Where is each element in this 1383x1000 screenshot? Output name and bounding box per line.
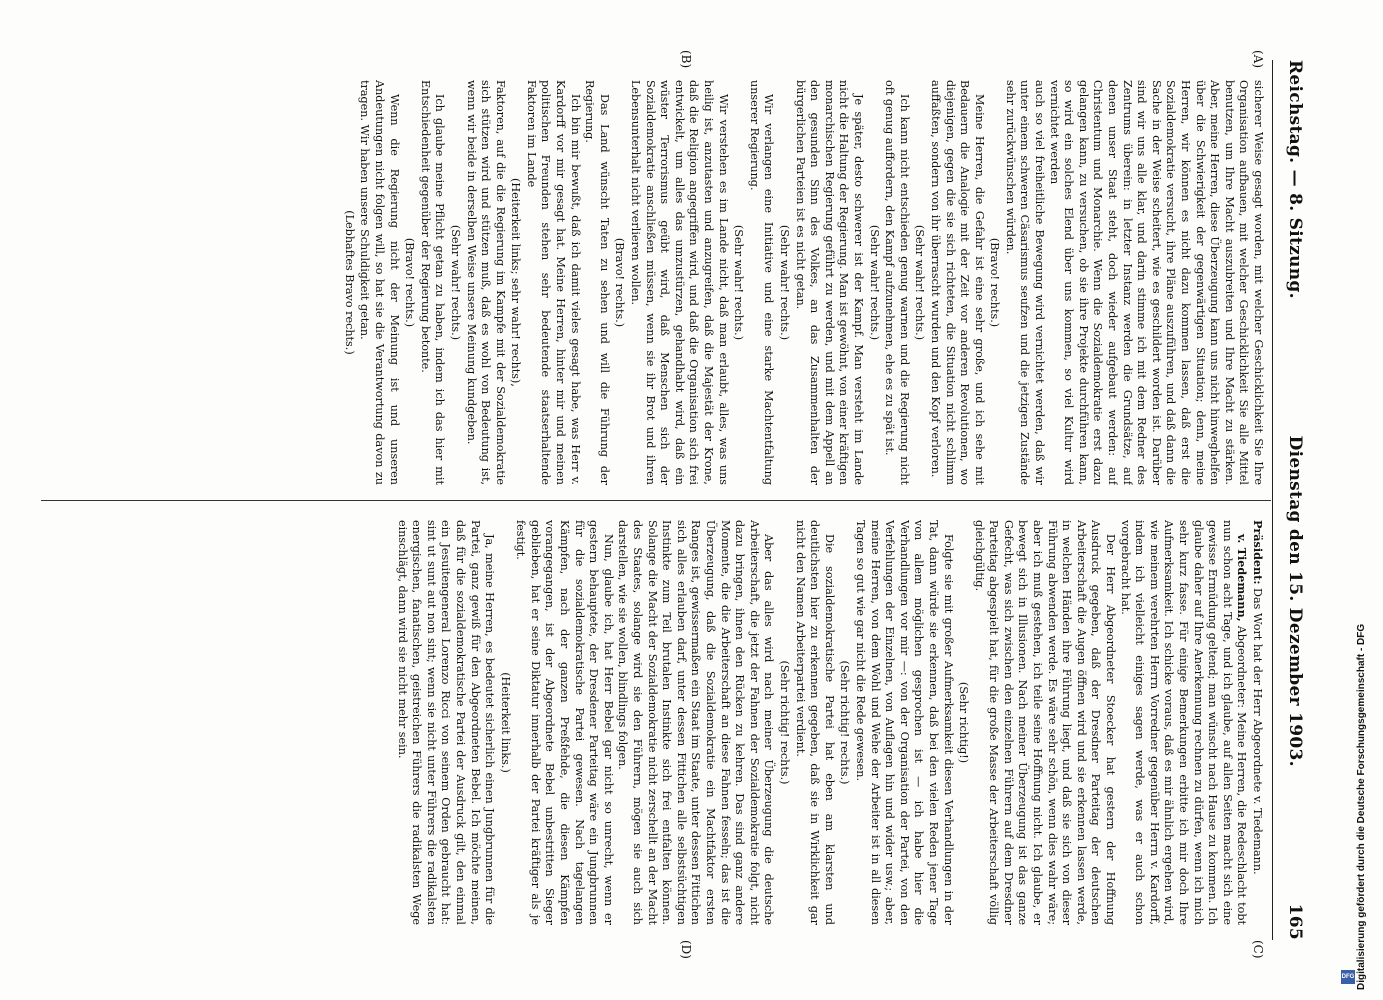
paragraph-text: (Bravo! rechts.) [613,237,627,328]
interjection [776,520,791,925]
paragraph-text: Je später, desto schwerer ist der Kampf. Man versteht im Lande nicht die Haltung der Regierung. Man ist gewöhnt, von einer kräftigen monarchischen Regierung geführt zu werden, und mit dem Appell an den gesunden Sinn des Volkes, an das Zusammenhalten der bürgerlichen Parteien ist es nicht getan. [793,80,865,485]
margin-marker-d: (D) [679,940,693,959]
interjection [447,80,462,485]
interjection [508,80,523,485]
paragraph-text: Nun, glaube ich, hat Herr Bebel gar nicht so unrecht, wenn er gestern behauptete, der Dresdener Parteitag wäre ein Jungbrunnen für die sozialdemokratische Partei gewesen. Nach tagelangen Kämpfen, nach der ganzen Preßfehde, die diesen Kämpfen vorangegangen, ist der Abgeordnete Bebel unbestritten Sieger geblieben, hat er seine Diktatur innerhalb der Partei kräftiger als je festigt. [514,520,615,925]
paragraph [1002,80,1046,485]
paragraph [394,520,496,925]
interjection [776,80,791,485]
funding-note-text: Digitalisierung gefördert durch die Deutsche Forschungsgemeinschaft - DFG [1356,623,1367,990]
paragraph-text: (Sehr wahr! rechts.) [732,224,746,341]
paragraph [417,80,446,485]
interjection [837,520,852,925]
interjection [987,80,1002,485]
margin-marker-b: (B) [679,50,693,69]
paragraph-text: Meine Herren, die Gefahr ist eine sehr große, und ich sehe mit Bedauern die Analogie mit der Zeit vor anderen Revolutionen, wo diejenigen, gegen die sie sich richteten, die Situation nicht schlimm auffaßten, sondern von ihr überrascht wurden und den Kopf verloren. [928,80,986,485]
interjection [341,80,356,485]
paragraph-text: (Sehr wahr! rechts.) [913,224,927,341]
paragraph-text: Ich kann nicht entschieden genug warnen und die Regierung nicht oft genug auffordern, den Kampf aufzunehmen, ehe es zu spät ist. [883,80,911,485]
paragraph-text: (Heiterkeit links.) [498,672,512,773]
paragraph [746,80,775,485]
paragraph-text: (Bravo! rechts.) [403,237,417,328]
paragraph [615,520,776,925]
paragraph-text: Die sozialdemokratische Partei hat eben am klarsten und deutlichsten hier zu erkennen gegeben, daß sie in Wirklichkeit gar nicht den Namen Arbeiterpartei verdient. [793,520,836,925]
paragraph [927,80,985,485]
interjection [956,520,971,925]
paragraph [463,80,507,485]
paragraph-text: Faktoren, auf die die Regierung im Kampfe mit der Sozialdemokratie sich stützen wird und stützen muß, daß es wohl von Bedeutung ist, wenn wir beide in derselben Weise unsere Meinung kundgeben. [464,80,507,485]
right-column [85,520,1265,925]
interjection [402,80,417,485]
paragraph-text: (Sehr wahr! rechts.) [778,224,791,341]
paragraph-text: (Bravo! rechts.) [988,237,1002,328]
paragraph-text: (Sehr wahr! rechts.) [448,224,462,341]
paragraph-text: Das Land wünscht Taten zu sehen und will die Führung der Regierung. [583,80,611,485]
paragraph-text: Abgeordneter: Meine Herren, die Redeschlacht tobt nun schon acht Tage, und ich glaube, auf allen Seiten macht sich eine gewisse Ermüdung geltend; man wünscht nach Hause zu kommen. Ich glaube daher auf Ihre Anerkennung rechnen zu dürfen, wenn ich mich sehr kurz fasse. Für einige Bemerkungen erbitte ich mir doch Ihre Aufmerksamkeit. Ich schicke voraus, daß es mir ähnlich ergehen wird, wie meinem verehrten Herrn Vorredner gegenüber Herrn v. Kardorff, indem ich vielleicht einiges sagen werde, was er auch schon vorgebracht hat. [1118,520,1249,925]
paragraph-text: Ja, meine Herren, es bedeutet sicherlich einen Jungbrunnen für die Partei, ganz gewiß für den Abgeordneten Bebel. Ich möchte meinen, daß für die sozialdemokratische Partei der Ausdruck gilt, den einmal ein Jesuitengeneral Lorenzo Ricci von seinem Orden gebraucht hat: sint ut sunt aut non sint; wenn sie nicht unter Führers die radikalsten energischen, fanatischen, geistreichen Führers die radikalsten Wege einschlägt, dann wird sie nicht mehr sein. [395,520,497,925]
header-date: Dienstag den 15. Dezember 1903. [1285,435,1305,767]
paragraph-text: Wir verlangen eine Initiative und eine starke Machtentfaltung unserer Regierung. [747,80,776,485]
paragraph-text: Aber das alles wird nach meiner Überzeugung die deutsche Arbeiterschaft, die jetzt der Fahnen der Sozialdemokratie folgt, nicht dazu bringen, ihnen den Rücken zu kehren. Das sind ganz andere Momente, die die Arbeiterschaft an diese Fahnen fesseln; das ist die Überzeugung, daß die Sozialdemokratie ein Machtfaktor ersten Ranges ist, gewissermaßen ein Staat im Staate, unter dessen Fittichen sich alles erlauben darf, unter dessen Fittichen alle selbstsüchtigen Instinkte zum Teil brutalen Instinkte sich frei entfalten können. Solange die Macht der Sozialdemokratie nicht zerschellt an der Macht des Staates, solange wird sie den Führern, mögen sie auch sich darstellen, wie sie wollen, blindlings folgen. [616,520,776,925]
dfg-logo: DFG [1341,970,1355,984]
paragraph [1249,520,1265,925]
paragraph-text: (Sehr richtig! rechts.) [778,660,791,785]
interjection [612,80,627,485]
paragraph [1046,80,1265,485]
paragraph [627,80,729,485]
paragraph [852,520,954,925]
page-number: 165 [1285,903,1305,940]
paragraph-text: Folgte sie mit großer Aufmerksamkeit diesen Verhandlungen in der Tat, dann würde sie erkennen, daß bei den vielen Reden jener Tage von allem möglichen gesprochen ist — ich habe hier die Verhandlungen vor mir —: von der Organisation der Partei, von den Verfehlungen der Einzelnen, von Auflagen hin und wider usw.; aber, meine Herren, von dem Wohl und Wehe der Arbeiter ist in all diesen Tagen so gut wie gar nicht die Rede gewesen. [853,520,955,925]
paragraph [882,80,911,485]
paragraph-text: sicherer Weise gesagt worden, mit welcher Geschicklichkeit Sie Ihre Organisation aufbauen, mit welcher Geschicklichkeit Sie alle Mittel benutzen, um Ihre Macht auszubreiten und Ihre Macht zu stärken. Aber, meine Herren, diese Überzeugung kann uns nicht hinweghelfen über die Schwierigkeit der gegenwärtigen Situation; denn, meine Herren, wir können es nicht dazu kommen lassen, daß erst die Sozialdemokratie versucht, ihre Pläne auszuführen, und daß dann die Sache in der Weise scheitert, wie es geschildert worden ist. Darüber sind wir uns alle klar, und darin stimme ich mit dem Redner des Zentrums überein: in letzter Instanz werden die Grundsätze, auf denen unser Staat steht, doch wieder aufgebaut werden: auf Christentum und Monarchie. Wenn die Sozialdemokratie erst dazu gelangen kann, zu versuchen, ob sie ihre Projekte durchführen kann, so wird ein solches Elend über uns kommen, so viel Kultur wird vernichtet werden [1047,80,1265,485]
running-header [1279,60,1305,940]
paragraph-text: Wir verstehen es im Lande nicht, daß man erlaubt, alles, was uns heilig ist, anzutasten und anzugreifen, daß die Majestät der Krone, daß die Religion angegriffen wird, und daß die Organisation sich frei entwickelt, um alles das umzustürzen, gehandhabt wird, daß ein wüster Terrorismus geübt wird, daß Menschen sich der Sozialdemokratie anschließen müssen, wenn sie ihr Brot und ihren Lebensunterhalt nicht verlieren wollen. [629,80,730,485]
funding-note [1340,10,1367,990]
speaker-name: Präsident: [1251,520,1265,585]
paragraph-text: Ich bin mir bewußt, daß ich damit vieles gesagt habe, was Herr v. Kardorff vor mir gesagt hat. Meine Herren, hinter mir und meinen politischen Freunden stehen sehr bedeutende staatserhaltende Faktoren im Lande [524,80,582,485]
paragraph-text: (Lebhaftes Bravo rechts.) [342,210,356,355]
paragraph [1117,520,1249,925]
paragraph [523,80,581,485]
paragraph [513,520,615,925]
left-column [85,80,1265,485]
interjection [912,80,927,485]
paragraph-text: Der Herr Abgeordneter Stoecker hat gestern der Hoffnung Ausdruck gegeben, daß der Dresdner Parteitag der deutschen Arbeiterschaft die Augen öffnen wird und sie erkennen lassen werde, in welchen Händen ihre Führung liegt, und daß sie sich von dieser Führung abwenden werde. Es wäre sehr schön, wenn dies wahr wäre; aber ich muß gestehen, ich teile seine Hoffnung nicht. Ich glaube, er bewegt sich in Illusionen. Nach meiner Überzeugung ist das ganze Gefecht, was sich zwischen den einzelnen Führern auf dem Dresdner Parteitag abgespielt hat, für die große Masse der Arbeiterschaft völlig gleichgültig. [972,520,1118,925]
speaker-name: v. Tiedemann, [1235,534,1250,622]
paragraph [582,80,611,485]
header-rule [1272,60,1273,940]
margin-marker-a: (A) [1251,50,1265,69]
paragraph-text: (Sehr wahr! rechts.) [867,224,881,341]
column-divider [41,500,1271,501]
paragraph-text: Wenn die Regierung nicht der Meinung ist und unseren Andeutungen nicht folgen will, so hat sie die Verantwortung davon zu tragen. Wir haben unsere Schuldigkeit getan. [358,80,401,485]
interjection [731,80,746,485]
paragraph-text: (Heiterkeit links; sehr wahr! rechts), [509,178,523,387]
paragraph-text: (Sehr richtig!) [957,681,971,764]
paragraph [792,80,865,485]
paragraph [971,520,1117,925]
paragraph-text: auch so viel freiheitliche Bewegung wird vernichtet werden, daß wir unter einem schweren Cäsarismus seufzen und die jetzigen Zustände sehr zurückwünschen würden. [1003,80,1047,485]
paragraph-text: Ich glaube meine Pflicht getan zu haben, indem ich das hier mit Entschiedenheit gegenüber der Regierung betonte. [418,80,447,485]
interjection [866,80,881,485]
paragraph-text: (Sehr richtig! rechts.) [838,660,852,785]
paragraph [792,520,836,925]
paragraph [357,80,401,485]
margin-marker-c: (C) [1251,940,1265,959]
header-left: Reichstag. — 8. Sitzung. [1285,60,1305,299]
interjection [497,520,512,925]
paragraph-text: Das Wort hat der Herr Abgeordnete v. Tiedemann. [1251,584,1264,875]
